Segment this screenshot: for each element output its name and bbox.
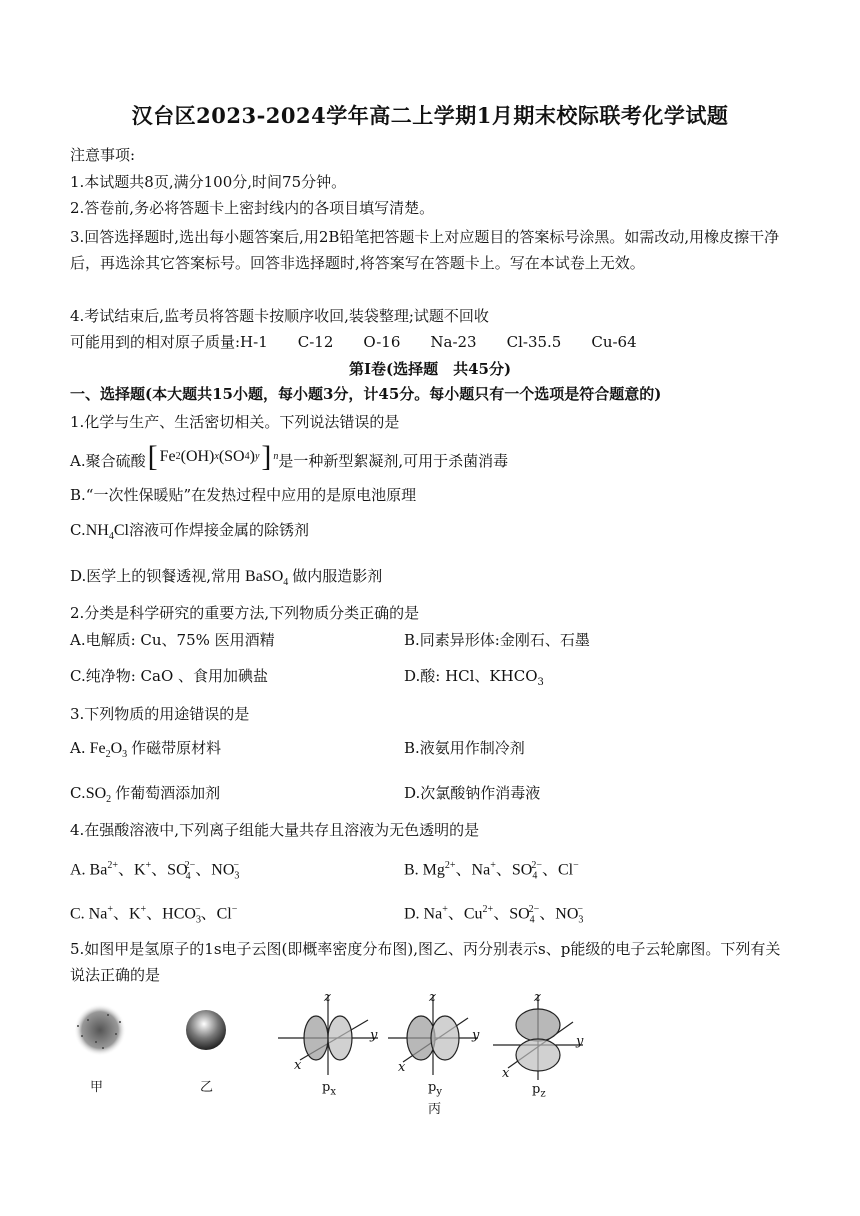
caption-yi: 乙: [200, 1080, 214, 1095]
q2-option-d: D.酸: HCl、$KHCO_3$: [404, 667, 544, 688]
caption-py: $p_y$: [428, 1080, 442, 1098]
q1-option-d: [70, 566, 382, 593]
q1-c-formula: $NH_4Cl$: [85, 522, 129, 543]
part-1-title: 第I卷(选择题 共45分): [348, 360, 512, 378]
notes-heading: 注意事项:: [70, 146, 136, 164]
q3-option-a: A. $Fe_2O_3$ 作磁带原材料: [70, 739, 222, 761]
q5-stem: 5.如图甲是氢原子的1s电子云图(即概率密度分布图),图乙、丙分别表示s、p能级的电子云轮廓图。下列有关说法正确的是: [70, 940, 781, 984]
q2-d-text: D.酸: HCl、KHCO: [404, 667, 538, 685]
q1-d-formula: BaSO$_4$: [241, 568, 289, 589]
atomic-masses: 可能用到的相对原子质量:H-1 C-12 O-16 Na-23 Cl-35.5 Cu-64: [70, 333, 637, 351]
note-2: 2.答卷前,务必将答题卡上密封线内的各项目填写清楚。: [70, 199, 435, 217]
q3-stem: 3.下列物质的用途错误的是: [70, 705, 250, 723]
q3-c-text: 作葡萄酒添加剂: [115, 784, 221, 802]
q1-option-c: [70, 520, 309, 547]
q1-stem: 1.化学与生产、生活密切相关。下列说法错误的是: [70, 413, 400, 431]
q3-a-text: 作磁带原材料: [131, 739, 222, 757]
section-1-heading: 一、选择题(本大题共15小题，每小题3分，计45分。每小题只有一个选项是符合题意的): [70, 385, 662, 403]
q1-a-prefix: A.聚合硫酸: [70, 452, 146, 470]
axis-x-3: x: [502, 1066, 510, 1081]
q1-c-suffix: 溶液可作焊接金属的除锈剂: [128, 521, 309, 539]
caption-pz: $p_z$: [532, 1082, 546, 1100]
orbital-diagram: [68, 990, 608, 1115]
axis-x-1: x: [294, 1058, 302, 1073]
q1-d-suffix: 做内服造影剂: [292, 567, 383, 585]
q1-d-prefix: D.医学上的钡餐透视,常用: [70, 567, 242, 585]
q4-stem: 4.在强酸溶液中,下列离子组能大量共存且溶液为无色透明的是: [70, 821, 480, 839]
q4-option-b: B. $Mg^{2+}$、Na+、$SO_4^{2-}$、Cl−: [404, 860, 579, 882]
page-title: 汉台区2023-2024学年高二上学期1月期末校际联考化学试题: [131, 103, 729, 128]
axis-y-3: y: [576, 1034, 584, 1049]
q3-option-b: B.液氨用作制冷剂: [404, 739, 525, 757]
axis-x-2: x: [398, 1060, 406, 1075]
caption-bing: 丙: [428, 1102, 442, 1117]
q2-stem: 2.分类是科学研究的重要方法,下列物质分类正确的是: [70, 604, 420, 622]
q1-option-a: [70, 440, 509, 473]
s-orbital-sphere: [186, 1010, 226, 1050]
q1-option-b: B.“一次性保暖贴”在发热过程中应用的是原电池原理: [70, 486, 417, 504]
q2-option-c: C.纯净物: CaO 、食用加碘盐: [70, 667, 269, 685]
q4-option-c: C. Na+、K+、$HCO_3^-$、Cl−: [70, 904, 238, 926]
axis-z-3: z: [534, 990, 541, 1005]
note-4: 4.考试结束后,监考员将答题卡按顺序收回,装袋整理;试题不回收: [70, 307, 489, 325]
orbital-figure: [68, 990, 608, 1119]
q1-c-prefix: C.: [70, 521, 86, 539]
axis-y-2: y: [472, 1028, 480, 1043]
q2-option-b: B.同素异形体:金刚石、石墨: [404, 631, 590, 649]
q2-option-a: A.电解质: Cu、75% 医用酒精: [70, 631, 275, 649]
q1-a-formula: [ Fe 2 (OH) x (SO 4 ) y ] n: [147, 440, 279, 473]
caption-jia: 甲: [90, 1080, 104, 1095]
note-1: 1.本试题共8页,满分100分,时间75分钟。: [70, 173, 347, 191]
q1-a-suffix: 是一种新型絮凝剂,可用于杀菌消毒: [278, 452, 509, 470]
electron-cloud-1s: [74, 1004, 126, 1056]
q3-option-c: $C.SO_2$ 作葡萄酒添加剂: [70, 784, 221, 806]
axis-z-2: z: [429, 990, 436, 1005]
q3-option-d: D.次氯酸钠作消毒液: [404, 784, 541, 802]
note-3: 3.回答选择题时,选出每小题答案后,用2B铅笔把答题卡上对应题目的答案标号涂黑。如需改动,用橡皮擦干净后，再选涂其它答案标号。回答非选择题时,将答案写在答题卡上。写在本试卷上无效。: [70, 228, 780, 272]
axis-z-1: z: [324, 990, 331, 1005]
axis-y-1: y: [370, 1028, 378, 1043]
caption-px: $p_x$: [322, 1080, 336, 1098]
q4-option-a: A. $Ba^{2+}$、K+、$SO_4^{2-}$、$NO_3^-$: [70, 860, 240, 882]
px-orbital: [278, 995, 378, 1075]
q4-option-d: D. Na+、$Cu^{2+}$、$SO_4^{2-}$、$NO_3^-$: [404, 904, 584, 926]
